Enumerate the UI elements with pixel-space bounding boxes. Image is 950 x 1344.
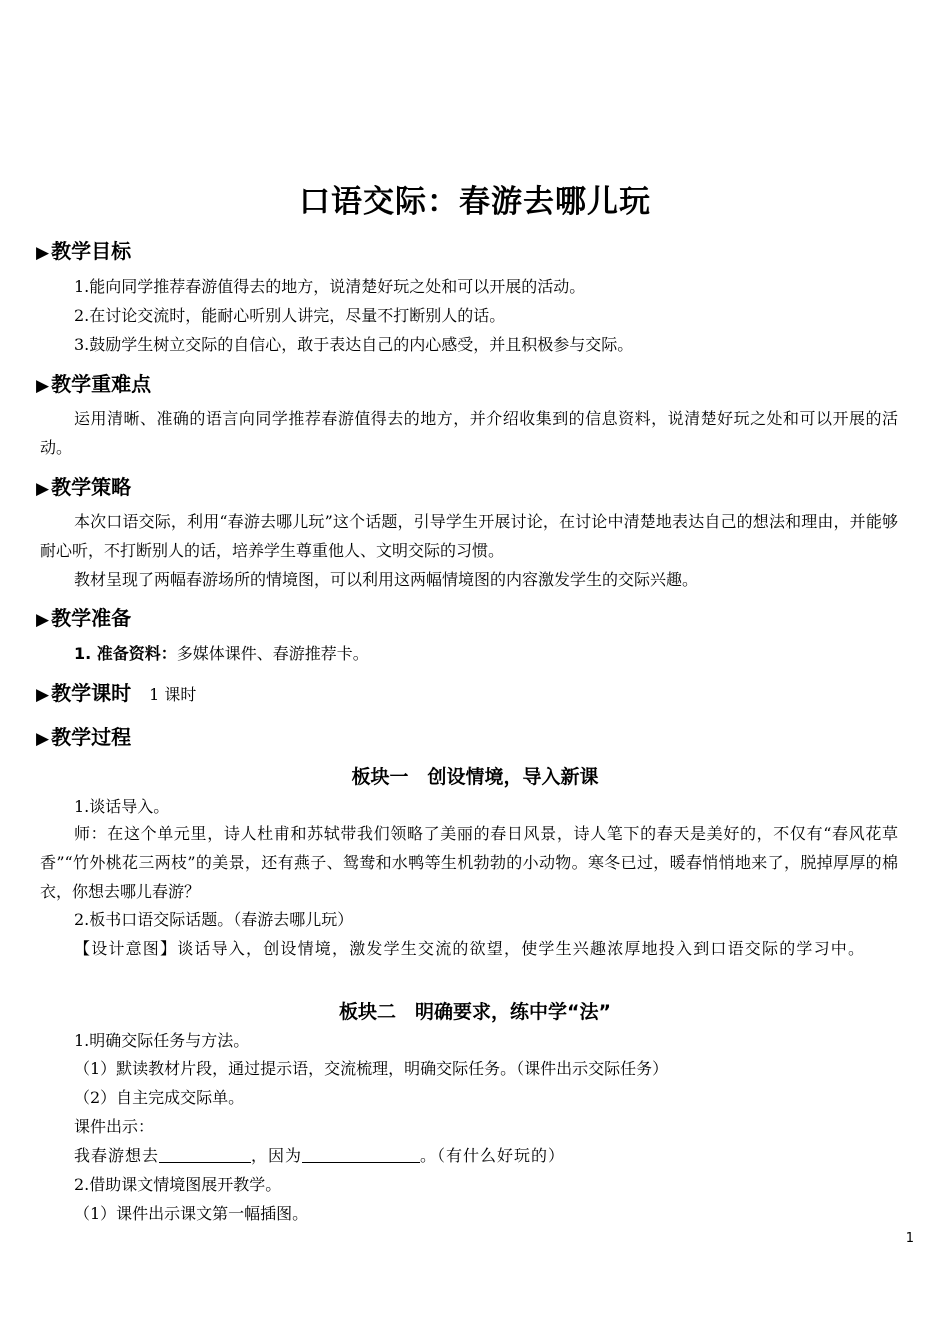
- block-two-subitem: （1）默读教材片段，通过提示语，交流梳理，明确交际任务。（课件出示交际任务）: [74, 1059, 669, 1078]
- block-one-item: 2.板书口语交际话题。（春游去哪儿玩）: [74, 910, 354, 929]
- section-title: 教学准备: [51, 606, 132, 630]
- fill-text: 我春游想去: [74, 1146, 160, 1165]
- section-title: 教学目标: [51, 239, 132, 263]
- section-heading-hours: [36, 677, 196, 706]
- teacher-speech: 师：在这个单元里，诗人杜甫和苏轼带我们领略了美丽的春日风景，诗人笔下的春天是美好的，不仅有“春风花草香”“竹外桃花三两枝”的美景，还有燕子、鸳鸯和水鸭等生机勃勃的小动物。寒冬已过，暖春悄悄地来了，脱掉厚厚的棉衣，你想去哪儿春游？: [40, 824, 898, 901]
- block-two-subitem: （1）课件出示课文第一幅插图。: [74, 1204, 309, 1223]
- courseware-label: 课件出示：: [74, 1117, 155, 1136]
- triangle-bullet-icon: ▶: [36, 243, 50, 263]
- section-heading-strategy: [36, 471, 131, 500]
- triangle-bullet-icon: ▶: [36, 610, 50, 630]
- triangle-bullet-icon: ▶: [36, 376, 50, 396]
- section-heading-goals: [36, 235, 131, 264]
- difficulties-text: 运用清晰、准确的语言向同学推荐春游值得去的地方，并介绍收集到的信息资料，说清楚好玩之处和可以开展的活动。: [40, 409, 898, 457]
- block-two-subitem: （2）自主完成交际单。: [74, 1088, 245, 1107]
- preparation-text: 多媒体课件、春游推荐卡。: [176, 644, 369, 663]
- hours-value: 1 课时: [149, 685, 197, 704]
- preparation-item: [74, 643, 369, 665]
- goal-item: 1.能向同学推荐春游值得去的地方，说清楚好玩之处和可以开展的活动。: [74, 277, 586, 296]
- fill-blank[interactable]: [159, 1146, 251, 1163]
- block-one-title: 板块一 创设情境，导入新课: [351, 766, 599, 788]
- block-two-item: 2.借助课文情境图展开教学。: [74, 1175, 282, 1194]
- block-two-item: 1.明确交际任务与方法。: [74, 1031, 250, 1050]
- block-one-item: 1.谈话导入。: [74, 797, 170, 816]
- section-heading-preparation: [36, 602, 131, 631]
- fill-text: ，因为: [251, 1146, 303, 1165]
- design-intent: 【设计意图】谈话导入，创设情境，激发学生交流的欲望，使学生兴趣浓厚地投入到口语交际的学习中。: [74, 939, 866, 958]
- page-title: 口语交际：春游去哪儿玩: [299, 184, 651, 220]
- section-heading-process: [36, 721, 131, 750]
- triangle-bullet-icon: ▶: [36, 729, 50, 749]
- preparation-label: 1. 准备资料：: [74, 644, 177, 663]
- block-two-title: 板块二 明确要求，练中学“法”: [339, 1001, 611, 1023]
- fill-in-sentence: [74, 1145, 565, 1167]
- section-title: 教学课时: [51, 681, 132, 705]
- section-title: 教学重难点: [51, 372, 152, 396]
- goal-item: 2.在讨论交流时，能耐心听别人讲完，尽量不打断别人的话。: [74, 306, 506, 325]
- page-number: 1: [905, 1231, 914, 1246]
- strategy-text: 教材呈现了两幅春游场所的情境图，可以利用这两幅情境图的内容激发学生的交际兴趣。: [74, 570, 699, 589]
- strategy-text: 本次口语交际，利用“春游去哪儿玩”这个话题，引导学生开展讨论，在讨论中清楚地表达自己的想法和理由，并能够耐心听，不打断别人的话，培养学生尊重他人、文明交际的习惯。: [40, 512, 898, 560]
- triangle-bullet-icon: ▶: [36, 479, 50, 499]
- fill-blank[interactable]: [302, 1146, 420, 1163]
- fill-text: 。（有什么好玩的）: [420, 1146, 566, 1165]
- section-title: 教学过程: [51, 725, 132, 749]
- section-title: 教学策略: [51, 475, 132, 499]
- goal-item: 3.鼓励学生树立交际的自信心，敢于表达自己的内心感受，并且积极参与交际。: [74, 335, 634, 354]
- triangle-bullet-icon: ▶: [36, 685, 50, 705]
- section-heading-difficulties: [36, 368, 151, 397]
